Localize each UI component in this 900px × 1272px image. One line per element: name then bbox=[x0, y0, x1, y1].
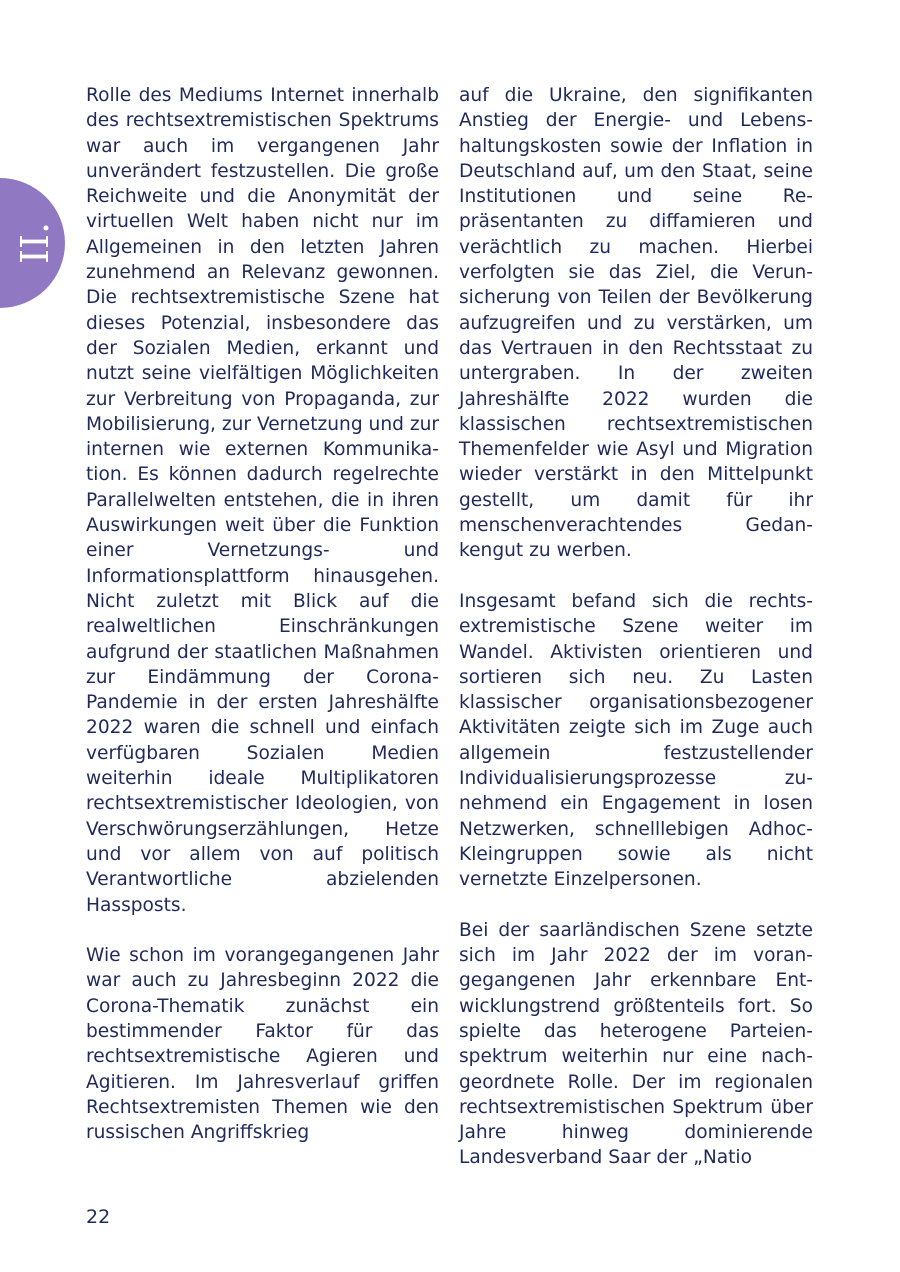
chapter-label: II. bbox=[13, 221, 58, 265]
paragraph: Wie schon im vorangegangenen Jahr war auch zu Jahresbeginn 2022 die Corona-Thematik zunächst ein bestimmender Faktor für das rechtsextremistische Agieren und Agitieren. Im Jahresverlauf griffen Rechtsextremisten Themen wie den russischen Angriffskrieg bbox=[86, 945, 439, 1144]
left-column bbox=[86, 83, 439, 1145]
paragraph: auf die Ukraine, den signifikanten Anstieg der Energie- und Lebenshaltungskosten sowie der Inflation in Deutschland auf, um den Staat, seine Institutionen und seine Repräsentanten zu diffamieren und verächtlich zu machen. Hierbei verfolgten sie das Ziel, die Verunsicherung von Teilen der Bevölkerung aufzugreifen und zu verstärken, um das Vertrauen in den Rechtsstaat zu untergraben. In der zweiten Jahreshälfte 2022 wurden die klassischen rechtsextremistischen Themenfelder wie Asyl und Migration wieder verstärkt in den Mittelpunkt gestellt, um damit für ihr menschenverachtendes Gedankengut zu werben. bbox=[459, 85, 813, 562]
paragraph: Rolle des Mediums Internet innerhalb des rechtsextremistischen Spektrums war auch im vergangenen Jahr unverändert festzustellen. Die große Reichweite und die Anonymität der virtuellen Welt haben nicht nur im Allgemeinen in den letzten Jahren zunehmend an Relevanz gewonnen. Die rechtsextremistische Szene hat dieses Potenzial, insbesondere das der Sozialen Medien, erkannt und nutzt seine vielfältigen Möglichkeiten zur Verbreitung von Propaganda, zur Mobilisierung, zur Vernetzung und zur internen wie externen Kommunikation. Es können dadurch regelrechte Parallelwelten entstehen, die in ihren Auswirkungen weit über die Funktion einer Vernetzungs- und Informationsplattform hinausgehen. Nicht zuletzt mit Blick auf die realweltlichen Einschränkungen aufgrund der staatlichen Maßnahmen zur Eindämmung der Corona-Pandemie in der ersten Jahreshälfte 2022 waren die schnell und einfach verfügbaren Sozialen Medien weiterhin ideale Multiplikatoren rechtsextremistischer Ideologien, von Verschwörungserzählungen, Hetze und vor allem von auf politisch Verantwortliche abzielenden Hassposts. bbox=[86, 85, 440, 916]
paragraph: Bei der saarländischen Szene setzte sich im Jahr 2022 der im vorangegangenen Jahr erkennbare Entwicklungstrend größtenteils fort. So spielte das heterogene Parteienspektrum weiterhin nur eine nachgeordnete Rolle. Der im regionalen rechtsextremistischen Spektrum über Jahre hinweg dominierende Landesverband Saar der „Natio bbox=[459, 919, 813, 1169]
page-number: 22 bbox=[86, 1206, 111, 1228]
right-column bbox=[459, 83, 813, 1171]
paragraph: Insgesamt befand sich die rechtsextremistische Szene weiter im Wandel. Aktivisten orientieren und sortieren sich neu. Zu Lasten klassischer organisationsbezogener Aktivitäten zeigte sich im Zuge auch allgemein festzustellender Individualisierungsprozesse zunehmend ein Engagement in losen Netzwerken, schnelllebigen Adhoc-Kleingruppen sowie als nicht vernetzte Einzelpersonen. bbox=[459, 590, 813, 891]
